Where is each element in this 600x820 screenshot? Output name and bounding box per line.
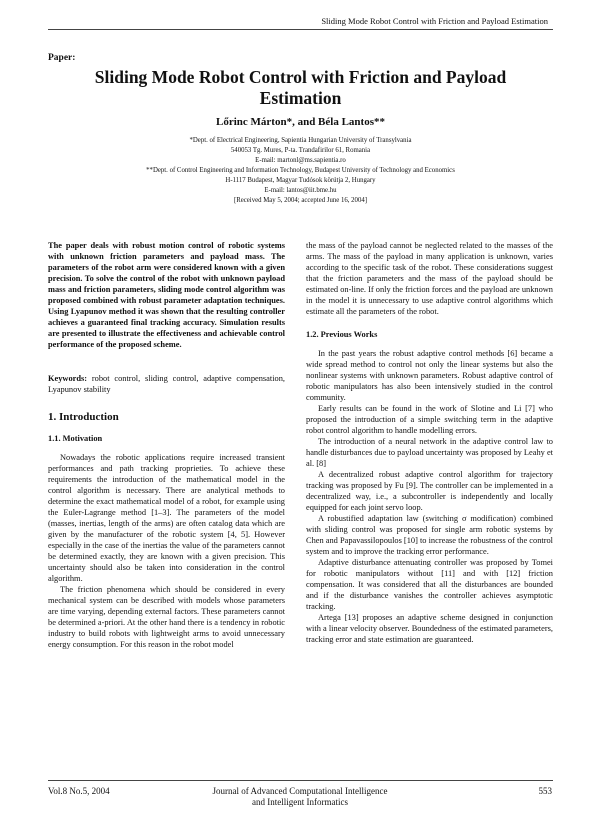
subsection-heading-previous-works: 1.2. Previous Works (306, 330, 378, 339)
paragraph: In the past years the robust adaptive control methods [6] became a wide spread method to control not only the linear systems but also the nonlinear systems with unknown parameters. Robust adaptive control of robotic manipulators has also been intensively studied in the control community. (306, 349, 553, 402)
section-heading-introduction: 1. Introduction (48, 411, 119, 423)
paragraph: Adaptive disturbance attenuating controller was proposed by Tomei for robotic manipulators without [11] and with [12] friction compensation. It was considered that all the disturbances are bounded and if the disturbance vanishes the controller achieves asymptotic tracking. (306, 558, 553, 611)
title-line-2: Estimation (259, 88, 342, 108)
journal-name (170, 786, 430, 808)
affiliation-line: *Dept. of Electrical Engineering, Sapientia Hungarian University of Transylvania (189, 137, 412, 144)
volume-info: Vol.8 No.5, 2004 (48, 786, 110, 796)
received-date: [Received May 5, 2004; accepted June 16, 2004] (233, 197, 368, 204)
paragraph: A decentralized robust adaptive control algorithm for trajectory tracking was proposed by Fu [9]. The controller can be implemented in a decentralized way, i.e., a subcontroller is independently and locally equipped for each joint servo loop. (306, 470, 553, 512)
left-column (48, 240, 285, 650)
paper-label: Paper: (48, 53, 76, 63)
footer-rule (48, 780, 553, 781)
journal-name-line-1: Journal of Advanced Computational Intelligence (212, 786, 388, 796)
journal-name-line-2: and Intelligent Informatics (252, 797, 348, 807)
affiliation-line: **Dept. of Control Engineering and Information Technology, Budapest University of Technology and Economics (146, 167, 455, 174)
paragraph: Artega [13] proposes an adaptive scheme designed in conjunction with a linear velocity observer. Boundedness of the estimated parameters, tracking error and state estimation are guaranteed. (306, 613, 553, 644)
title-line-1: Sliding Mode Robot Control with Friction and Payload (94, 67, 507, 87)
running-head: Sliding Mode Robot Control with Friction and Payload Estimation (321, 16, 548, 26)
affiliation-email: E-mail: martonl@ms.sapientia.ro (255, 157, 346, 164)
affiliation-line: H-1117 Budapest, Magyar Tudósok körútja 2, Hungary (225, 177, 376, 184)
affiliations (48, 136, 553, 206)
paragraph: the mass of the payload cannot be neglected related to the masses of the arms. The mass of the payload in many application is unknown, varies according to the specific task of the robot. These considerations suggest that the friction parameters and the mass of the payload should be estimated on-line. If only the friction forces and the payload are unknown in the model it is unnecessary to use adaptive control algorithms which estimate all the parameters of the robot. (306, 241, 553, 316)
keywords (48, 373, 285, 395)
paragraph: Nowadays the robotic applications require increased transient performances and path tracking proprieties. To achieve these requirements the introduction of the mathematical model in the control algorithm is necessary. There are analytical methods to determine the exact mathematical model of a robot, for example using the Euler-Lagrange method [1–3]. The parameters of the model (masses, inertias, length of the arms) are often catalog data which are given by the manufacturer of the robotic system [4, 5]. However especially in the case of the inertias the value of the parameters cannot be determined exactly, they are known with a given precision. This uncertainty should also be taken into consideration in the control algorithm. (48, 453, 285, 583)
page-number: 553 (538, 786, 552, 796)
subsection-heading-motivation: 1.1. Motivation (48, 434, 103, 443)
paragraph: The friction phenomena which should be considered in every mechanical system can be described with models whose parameters are time varying, depending external factors. These parameters cannot be determined a-priori. At the other hand there is a tendency in robotic industry to build robots with lightweight arms to avoid unnecessary energy consumption. For this reason in the robot model (48, 585, 285, 649)
header-rule (48, 29, 553, 30)
paragraph: The introduction of a neural network in the adaptive control law to handle disturbances due to payload uncertainty was proposed by Leahy et al. [8] (306, 437, 553, 468)
keywords-text: robot control, sliding control, adaptive compensation, Lyapunov stability (48, 374, 286, 394)
right-column (306, 240, 553, 645)
paper-title (48, 67, 553, 109)
affiliation-email: E-mail: lantos@iit.bme.hu (264, 187, 337, 194)
keywords-label: Keywords: (48, 374, 88, 383)
paragraph: A robustified adaptation law (switching σ modification) combined with sliding control was proposed for single arm robotic systems by Chen and Papavassilopoulos [10] to increase the robustness of the control system and to improve the tracking error performance. (306, 514, 554, 556)
affiliation-line: 540053 Tg. Mures, P-ta. Trandafirilor 61, Romania (230, 147, 371, 154)
paragraph: Early results can be found in the work of Slotine and Li [7] who proposed the introduction of a simple switching term in the adaptive robot control algorithm to handle modelling errors. (306, 404, 553, 435)
authors: Lőrinc Márton*, and Béla Lantos** (216, 116, 385, 128)
abstract: The paper deals with robust motion control of robotic systems with unknown friction parameters and payload mass. The parameters of the robot arm were considered known with a given precision. To solve the control of the robot with unknown payload mass and friction parameters, sliding mode control algorithm was proposed combined with robust parameter adaptation techniques. Using Lyapunov method it was shown that the resulting controller achieves a guaranteed final tracking accuracy. Simulation results are presented to illustrate the effectiveness and achievable control performance of the proposed scheme. (48, 241, 285, 349)
